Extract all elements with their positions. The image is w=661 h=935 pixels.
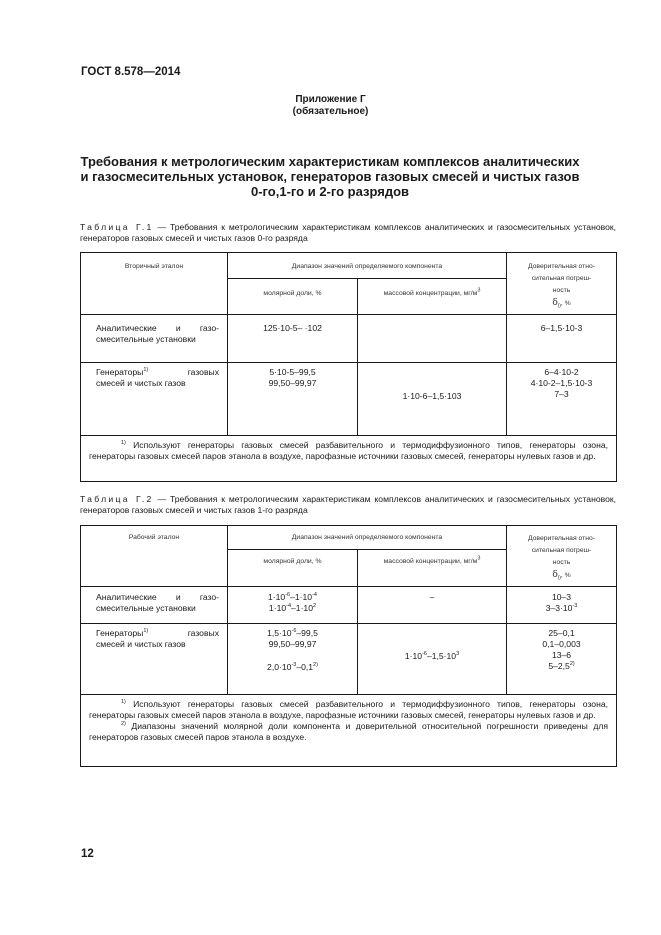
table2-row1-name-line1: Аналитические и газо-: [96, 592, 219, 602]
table1-header-conf-line1: Доверительная отно-: [527, 263, 596, 270]
table1-footnote-text: Используют генераторы газовых смесей разбавительного и термодиффузионного типов, генераторы озона, генераторы газовых смесей паров этанола в воздухе, парофазные источники газовых смесей, генераторы нулевых газов и др.: [89, 440, 609, 461]
table2-row2-conf: [507, 624, 617, 695]
value-exp: -6: [285, 592, 291, 599]
value-part: 5–2,5: [548, 661, 570, 671]
footnote-text: Диапазоны значений молярной доли компонента и доверительной относительной погрешности приведены для генераторов газовых смесей паров этанола в воздухе.: [89, 721, 609, 742]
table2-row2-conf-line3: 13–6: [551, 650, 572, 660]
table2-row2-molar-line3: [228, 662, 357, 673]
table2-caption: [80, 494, 616, 516]
value-part: 1·10: [268, 603, 287, 613]
table1-row2-name-line2: смесей и чистых газов: [96, 378, 186, 388]
table1-label: Таблица Г.1: [80, 222, 154, 232]
table1-row1-mass: [358, 315, 507, 363]
value-part: 1·10: [404, 651, 423, 661]
page-number: 12: [81, 848, 94, 860]
table1-row2-conf-line3: 7–3: [554, 389, 569, 399]
document-code: ГОСТ 8.578—2014: [81, 66, 181, 78]
delta-unit: , %: [560, 572, 571, 579]
table1-header-delta: [507, 297, 616, 310]
table1-header-conf-line2: сительная погреш-: [531, 275, 592, 282]
table2-caption-text: — Требования к метрологическим характеристикам комплексов аналитических и газосмесительных установок, генераторов газовых смесей и чистых газов 1-го разряда: [80, 494, 616, 515]
table2-header-mass-text: массовой концентрации, мг/м: [383, 558, 478, 565]
table1-header-standard: Вторичный эталон: [81, 253, 228, 315]
table2-row1-molar-line1: [228, 592, 357, 603]
delta-symbol: δ: [552, 570, 558, 580]
table2-footnotes: [81, 695, 617, 767]
table2-header-mass-sup: 3: [477, 555, 481, 562]
value-exp: 2): [313, 662, 318, 669]
table2-row2-name-word: Генераторы: [96, 628, 144, 638]
delta-subscript: 0: [557, 575, 561, 582]
value-exp: 2): [569, 661, 575, 668]
appendix-status: (обязательное): [292, 106, 369, 117]
table2-header-conf-line1: Доверительная отно-: [527, 535, 596, 542]
table2-row1-name-line2: смесительные установки: [96, 603, 196, 613]
table1-row2-name-line1: [81, 367, 227, 378]
value-exp: 2: [313, 603, 317, 610]
table2-row1-molar: [228, 587, 358, 624]
table1-row2-conf: [507, 363, 617, 436]
value-exp: -4: [312, 592, 317, 599]
table1-footnote-marker: 1): [121, 440, 126, 447]
table1-caption: [80, 222, 616, 244]
value-exp: -6: [422, 651, 427, 658]
table2-row2-name-line2: смесей и чистых газов: [96, 639, 186, 649]
footnote-marker: 1): [121, 699, 126, 706]
table2-footnote-2: [89, 721, 608, 743]
table2-header-molar: молярной доли, %: [228, 550, 358, 587]
appendix-label: Приложение Г: [295, 94, 366, 105]
footnote-text: Используют генераторы газовых смесей разбавительного и термодиффузионного типов, генераторы озона, генераторы газовых смесей паров этанола в воздухе, парофазные источники газовых смесей, генераторы нулевых газов и др.: [89, 699, 609, 720]
value-part: –0,1: [296, 662, 314, 672]
table2-row1-conf-line2: [507, 603, 616, 614]
table1-row2-molar: [228, 363, 358, 436]
table2-row1-molar-line2: [228, 603, 357, 614]
value-part: 1·10: [268, 592, 286, 602]
footnote-marker: 2): [121, 721, 126, 728]
table1-header-confidence: [507, 253, 617, 315]
table1-row1-name-line1: Аналитические и газо-: [96, 323, 219, 333]
table2-header-conf-line2: сительная погреш-: [531, 547, 592, 554]
table2-row2-name-line1: [81, 628, 227, 639]
value-part: –99,5: [296, 628, 318, 638]
table1-row2-conf-line2: 4·10-2–1,5·10-3: [530, 378, 593, 388]
table1-header-molar: молярной доли, %: [228, 279, 358, 315]
table2-row2-conf-line1: 25–0,1: [548, 628, 575, 638]
table2-row2-conf-line4: [507, 661, 616, 672]
table1-header-mass-text: массовой концентрации, мг/м: [383, 290, 478, 297]
appendix-title: Требования к метрологическим характеристикам комплексов аналитических и газосмесительных установок, генераторов газовых смесей и чистых газов 0-го,1-го и 2-го разрядов: [80, 154, 580, 199]
table1-row2-name: [81, 363, 228, 436]
table1-header-mass-sup: 3: [477, 287, 481, 294]
table1-row1-conf: 6–1,5·10-3: [507, 315, 617, 363]
table2-row1-conf: [507, 587, 617, 624]
value-exp: -4: [286, 603, 292, 610]
table1-header-conf-line3: ность: [552, 287, 571, 294]
table2-header-range: Диапазон значений определяемого компонента: [228, 526, 507, 550]
table1-row2-molar-line1: 5·10-5–99,5: [269, 367, 316, 377]
table1-row1-name: [81, 315, 228, 363]
table1-row1-molar: 125·10-5– ·102: [228, 315, 358, 363]
table1-row2-molar-line2: 99,50–99,97: [268, 378, 317, 388]
table1-row2-mass: 1·10-6–1,5·103: [358, 363, 507, 436]
table2-row2-molar: [228, 624, 358, 695]
table2-row2-name-sup: 1): [143, 628, 149, 635]
value-exp: -6: [291, 628, 297, 635]
table1-row2-name-word: Генераторы: [96, 367, 144, 377]
table2-label: Таблица Г.2: [80, 494, 154, 504]
table1-row2-name-word2: газовых: [187, 367, 219, 377]
table2-footnote-1: [89, 699, 608, 721]
table2-row2-name-word2: газовых: [187, 628, 219, 638]
table2-row2-molar-line1: [228, 628, 357, 639]
table2-header-standard: Рабочий эталон: [81, 526, 228, 587]
table2-row2-mass: [358, 624, 507, 695]
value-exp: -3: [291, 662, 297, 669]
delta-unit: , %: [560, 300, 571, 307]
table2-header-conf-line3: ность: [552, 559, 571, 566]
table2-row2-conf-line2: 0,1–0,003: [542, 639, 581, 649]
table2: [80, 525, 617, 767]
table1: [80, 252, 617, 482]
table1-footnote: [81, 436, 617, 482]
table2-row1-conf-line1: 10–3: [551, 592, 572, 602]
value-part: –1,5·10: [426, 651, 457, 661]
value-part: –1·10: [290, 592, 313, 602]
delta-subscript: 0: [557, 303, 561, 310]
table2-row1-name: [81, 587, 228, 624]
table1-row2-name-sup: 1): [143, 367, 149, 374]
table1-header-mass: [358, 279, 507, 315]
table2-header-mass: [358, 550, 507, 587]
delta-symbol: δ: [552, 298, 558, 308]
table1-row1-name-line2: смесительные установки: [96, 334, 196, 344]
value-part: 2,0·10: [267, 662, 292, 672]
table2-row2-molar-line2: 99,50–99,97: [268, 639, 317, 649]
table2-row2-name: [81, 624, 228, 695]
value-part: 3–3·10: [545, 603, 573, 613]
table2-header-confidence: [507, 526, 617, 587]
appendix-heading: [0, 94, 661, 118]
table1-caption-text: — Требования к метрологическим характеристикам комплексов аналитических и газосмесительных установок, генераторов газовых смесей и чистых газов 0-го разряда: [80, 222, 616, 243]
value-part: 1,5·10: [267, 628, 292, 638]
value-exp: -3: [572, 603, 578, 610]
table2-header-delta: [507, 569, 616, 582]
table2-row1-mass: –: [358, 587, 507, 624]
value-part: –1·10: [291, 603, 313, 613]
value-exp: 3: [456, 651, 460, 658]
table1-header-range: Диапазон значений определяемого компонента: [228, 253, 507, 279]
table1-row2-conf-line1: 6–4·10-2: [544, 367, 579, 377]
